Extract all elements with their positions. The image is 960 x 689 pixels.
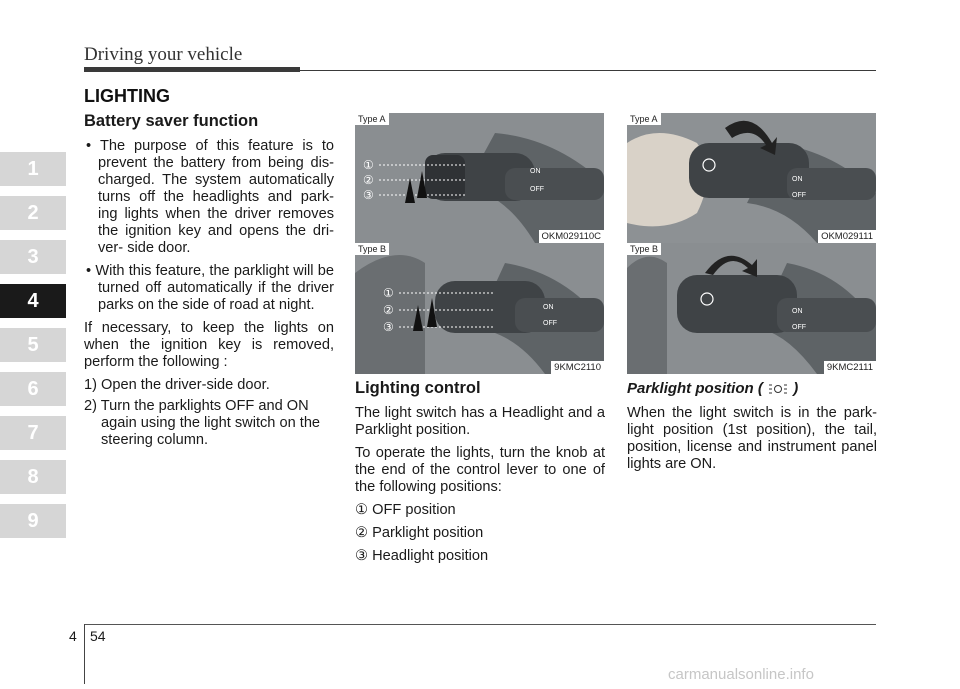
marker-3: ③ [363,188,374,202]
figure-type-label: Type A [355,113,389,125]
parklight-heading [627,380,877,397]
section-title: LIGHTING [84,86,170,106]
parklight-heading-prefix: Parklight position ( [627,380,763,397]
chapter-tab-3[interactable]: 3 [0,240,66,274]
on-text: ON [792,176,803,183]
off-text: OFF [792,324,806,331]
figure-lever-type-b [355,243,604,374]
figure-type-label: Type A [627,113,661,125]
chapter-tab-5[interactable]: 5 [0,328,66,362]
footer-divider [84,624,85,684]
marker-3: ③ [383,320,394,334]
on-text: ON [792,308,803,315]
parklight-heading-suffix: ) [793,380,799,397]
figure-lever-type-a [355,113,604,243]
bullet-item: • The purpose of this feature is to prevent the battery from being dis- charged. The system automatically turns off the headlights and park- ing lights when the driver removes the ignition key and opens the dri- ver- side door. [86,138,334,256]
bullet-text: The purpose of this feature is to prevent the battery from being dis- charged. The system automatically turns off the headlights and park- ing lights when the driver removes the ignition key and opens the dri- ver- side door. [98,138,334,256]
step-item: 2) Turn the parklights OFF and ON again using the light switch on the steering column. [84,398,321,448]
figure-knob-type-b [627,243,876,374]
chapter-tab-1[interactable]: 1 [0,152,66,186]
parklight-column [627,380,877,479]
bullet-item: • With this feature, the parklight will be turned off automatically if the driver parks on the side of road at night. [86,263,334,313]
figure-type-label: Type B [627,243,661,255]
watermark: carmanualsonline.info [668,666,814,683]
chapter-tab-4[interactable]: 4 [0,284,66,318]
position-item: ② Parklight position [355,525,484,541]
battery-saver-column [84,113,334,453]
lever-illustration [355,113,604,243]
parklight-icon [767,383,789,395]
figure-code: 9KMC2111 [824,361,876,374]
marker-1: ① [363,158,374,172]
chapter-tab-7[interactable]: 7 [0,416,66,450]
off-text: OFF [543,320,557,327]
page-number: 54 [90,628,106,644]
marker-1: ① [383,286,394,300]
header-rule-thin [300,70,876,71]
chapter-tab-9[interactable]: 9 [0,504,66,538]
figure-knob-type-a [627,113,876,243]
off-text: OFF [792,192,806,199]
step-item: 1) Open the driver-side door. [84,377,270,393]
knob-illustration [627,113,876,243]
battery-saver-note: If necessary, to keep the lights on when the ignition key is removed, perform the following : [84,320,334,370]
chapter-tabs [0,152,66,548]
figure-code: 9KMC2110 [551,361,604,374]
chapter-tab-2[interactable]: 2 [0,196,66,230]
parklight-text: When the light switch is in the park- light position (1st position), the tail, position, license and instrument panel lights are ON. [627,405,877,472]
figure-code: OKM029110C [539,230,605,243]
footer-rule [84,624,876,625]
running-header: Driving your vehicle [84,44,243,65]
header-rule-thick [84,67,300,72]
lever-illustration [355,243,604,374]
lighting-control-instruction: To operate the lights, turn the knob at the end of the control lever to one of the following positions: [355,445,605,495]
battery-saver-heading: Battery saver function [84,112,259,130]
position-item: ③ Headlight position [355,548,489,564]
figure-code: OKM029111 [818,230,876,243]
footer-chapter: 4 [69,628,77,644]
knob-illustration [627,243,876,374]
on-text: ON [530,168,541,175]
on-text: ON [543,304,554,311]
bullet-text: With this feature, the parklight will be turned off automatically if the driver parks on the side of road at night. [95,263,334,313]
lighting-control-intro: The light switch has a Headlight and a Parklight position. [355,405,605,438]
off-text: OFF [530,186,544,193]
lighting-control-heading: Lighting control [355,379,481,397]
chapter-tab-8[interactable]: 8 [0,460,66,494]
chapter-tab-6[interactable]: 6 [0,372,66,406]
figure-type-label: Type B [355,243,389,255]
marker-2: ② [363,173,374,187]
position-item: ① OFF position [355,502,456,518]
lighting-control-column [355,380,605,571]
marker-2: ② [383,303,394,317]
